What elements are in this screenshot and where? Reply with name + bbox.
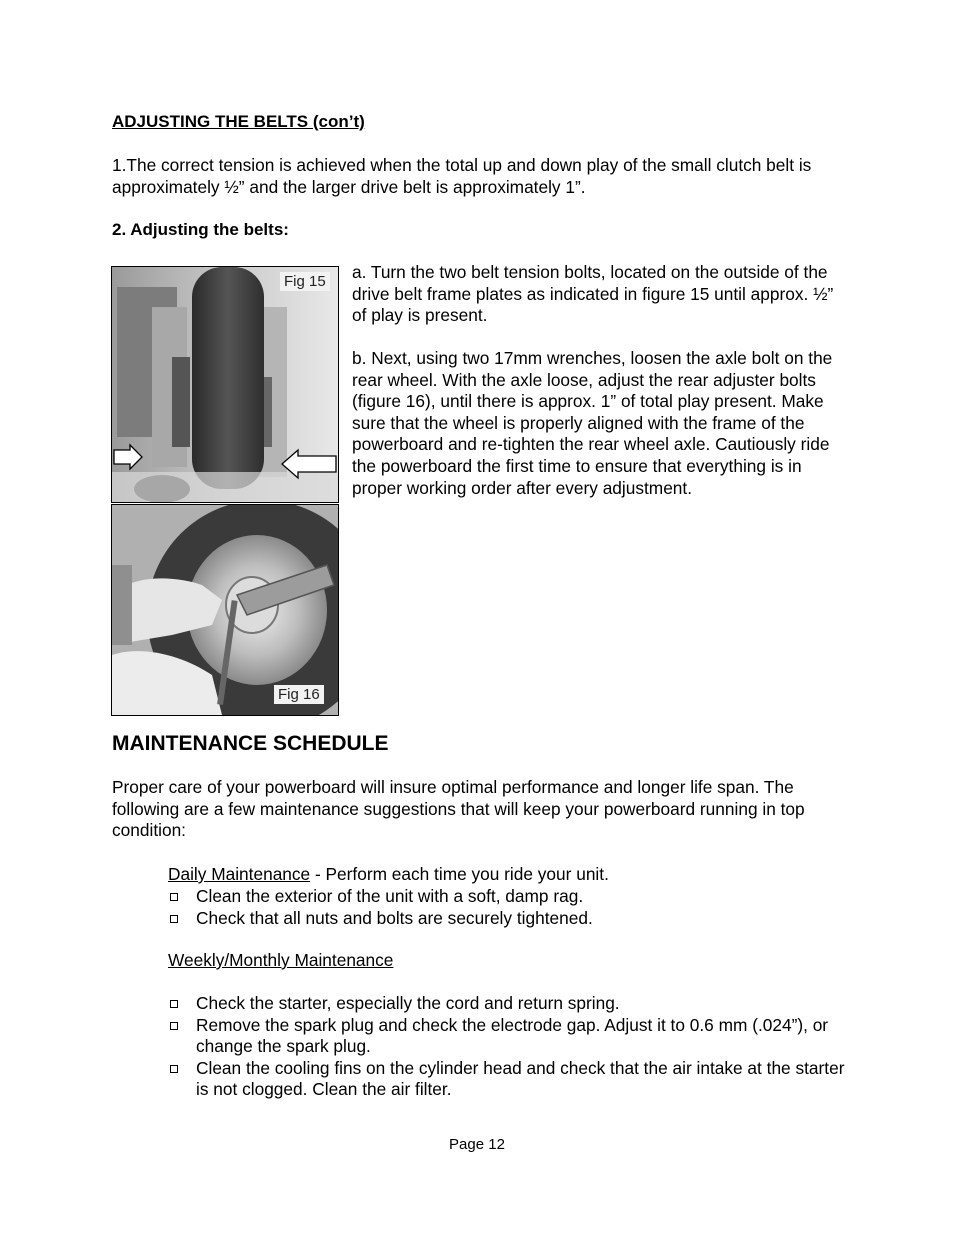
tension-paragraph: 1.The correct tension is achieved when the total up and down play of the small clutch belt is approximately ½” and the larger drive belt is approximately 1”. (112, 155, 812, 197)
axle-wrench-illustration (112, 505, 338, 715)
list-item: Clean the exterior of the unit with a soft, damp rag. (168, 886, 848, 908)
daily-maintenance-title: Daily Maintenance (168, 864, 311, 884)
step-b-paragraph: b. Next, using two 17mm wrenches, loosen the axle bolt on the rear wheel. With the axle loose, adjust the rear adjuster bolts (figure 16), until there is approx. 1” of total play present. Make sure that the wheel is properly aligned with the frame of the powerboard and re-tighten the rear wheel axle. Cautiously ride the powerboard the first time to ensure that everything is in proper working order after every adjustment. (352, 348, 833, 498)
weekly-maintenance-title: Weekly/Monthly Maintenance (168, 950, 394, 970)
daily-maintenance-list (168, 886, 848, 929)
list-item: Clean the cooling fins on the cylinder head and check that the air intake at the starter is not clogged. Clean the air filter. (168, 1058, 848, 1101)
adjusting-subheading: 2. Adjusting the belts: (112, 220, 289, 239)
daily-maintenance-heading (168, 864, 609, 886)
weekly-maintenance-list (168, 993, 848, 1101)
figure-15-label: Fig 15 (280, 272, 330, 291)
figure-15-photo (111, 266, 339, 503)
daily-maintenance-note: - Perform each time you ride your unit. (310, 864, 609, 884)
page-number: Page 12 (449, 1136, 505, 1153)
list-item: Check the starter, especially the cord and return spring. (168, 993, 848, 1015)
figure-16-photo (111, 504, 339, 716)
weekly-maintenance-heading (168, 950, 393, 972)
wheel-frame-illustration (112, 267, 338, 502)
maintenance-schedule-title: MAINTENANCE SCHEDULE (112, 732, 389, 755)
checkbox-bullet-icon (170, 1022, 178, 1030)
section-heading: ADJUSTING THE BELTS (con’t) (112, 112, 365, 131)
list-item: Remove the spark plug and check the electrode gap. Adjust it to 0.6 mm (.024”), or change the spark plug. (168, 1015, 848, 1058)
maintenance-intro: Proper care of your powerboard will insure optimal performance and longer life span. The following are a few maintenance suggestions that will keep your powerboard running in top condition: (112, 777, 805, 841)
checkbox-bullet-icon (170, 1065, 178, 1073)
checkbox-bullet-icon (170, 915, 178, 923)
figure-16-label: Fig 16 (274, 685, 324, 704)
checkbox-bullet-icon (170, 893, 178, 901)
step-a-paragraph: a. Turn the two belt tension bolts, located on the outside of the drive belt frame plates as indicated in figure 15 until approx. ½” of play is present. (352, 262, 834, 326)
checkbox-bullet-icon (170, 1000, 178, 1008)
list-item: Check that all nuts and bolts are securely tightened. (168, 908, 848, 930)
